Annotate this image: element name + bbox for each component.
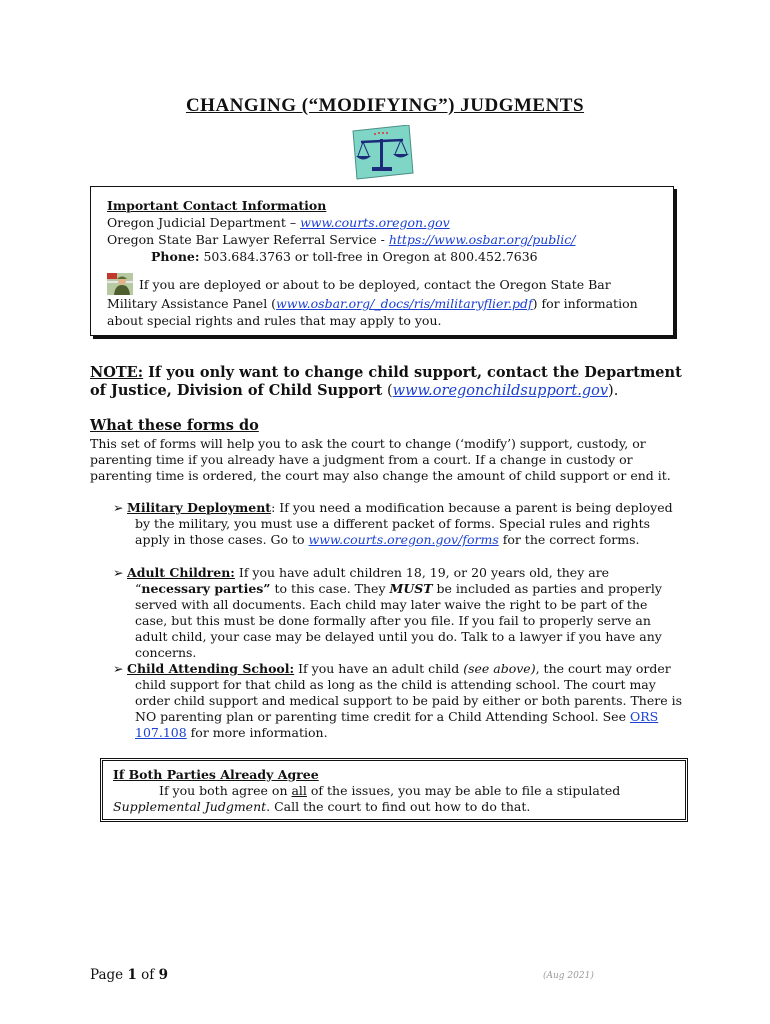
school-text-pre: If you have an adult child <box>294 661 464 676</box>
military-link[interactable]: www.osbar.org/_docs/ris/militaryflier.pdf <box>276 296 533 311</box>
section-heading: What these forms do <box>90 417 259 434</box>
adult-bold: necessary parties” <box>141 581 271 596</box>
adult-text-post: be included as parties and properly served with all documents. Each child may later waive the right to be part of the case, but this must be done formally after you file. If you fail to properly serve an adult child, your case may be delayed until you do. Talk to a lawyer if you have any concerns. <box>135 581 662 660</box>
ojd-line <box>107 214 657 231</box>
agree-box <box>100 758 688 822</box>
ojd-link[interactable]: www.courts.oregon.gov <box>300 215 450 230</box>
bullet-military <box>113 500 683 548</box>
phone-text: 503.684.3763 or toll-free in Oregon at 800.452.7636 <box>199 249 538 264</box>
phone-label: Phone: <box>151 249 200 264</box>
military-panel-text <box>107 273 657 329</box>
bullet-child-school <box>113 661 683 741</box>
school-text-post: for more information. <box>186 725 328 740</box>
osb-link[interactable]: https://www.osbar.org/public/ <box>388 232 576 247</box>
revision-date: (Aug 2021) <box>543 971 594 981</box>
adult-must: MUST <box>389 581 433 596</box>
adult-text-mid: to this case. They <box>270 581 390 596</box>
forms-link[interactable]: www.courts.oregon.gov/forms <box>308 532 499 547</box>
military-pre: If you are deployed or about to be deployed, contact the Oregon State Bar Military Assistance Panel ( <box>107 277 611 311</box>
agree-line-2 <box>113 799 675 815</box>
scales-of-justice-icon <box>347 125 417 180</box>
school-italic: (see above) <box>463 661 536 676</box>
bullet-adult-children <box>113 565 683 661</box>
adult-text-pre: If you have adult children 18, 19, or 20 years old, they are “ <box>135 565 610 596</box>
page-label: Page <box>90 967 128 983</box>
phone-line <box>107 248 657 265</box>
intro-paragraph: This set of forms will help you to ask the court to change (‘modify’) support, custody, or parenting time if you already have a judgment from a court. If a change in custody or parenting time is ordered, the court may also change the amount of child support or end it. <box>90 436 671 483</box>
page-current: 1 <box>127 967 137 983</box>
school-term: Child Attending School: <box>127 661 295 676</box>
military-text-pre: : If you need a modification because a parent is being deployed by the military, you must use a different packet of forms. Special rules and rights apply in those cases. Go to <box>135 500 673 547</box>
page-title: CHANGING (“MODIFYING”) JUDGMENTS <box>185 95 585 116</box>
note-text: If you only want to change child support, contact the Department of Justice, Division of Child Support <box>90 364 682 399</box>
agree-line-1 <box>113 783 675 799</box>
agree-pre: If you both agree on <box>159 783 292 798</box>
note-close: ). <box>608 383 619 399</box>
soldier-icon <box>107 273 133 295</box>
agree-post: of the issues, you may be able to file a stipulated <box>306 783 621 798</box>
arrow-bullet-icon: ➢ <box>113 500 124 515</box>
note-label: NOTE: <box>90 364 144 381</box>
page-number <box>90 967 168 983</box>
arrow-bullet-icon: ➢ <box>113 565 124 580</box>
ojd-label: Oregon Judicial Department – <box>107 215 301 230</box>
note-paragraph <box>90 364 685 400</box>
page-total: 9 <box>158 967 168 983</box>
page-of: of <box>136 967 159 983</box>
military-term: Military Deployment <box>127 500 272 515</box>
military-post: ) for information about special rights and rules that may apply to you. <box>107 296 638 328</box>
contact-heading: Important Contact Information <box>107 198 327 213</box>
osb-line <box>107 231 657 248</box>
school-text-mid: , the court may order child support for that child as long as the child is attending school. The court may order child support and medical support to be paid by either or both parents. There is NO parenting plan or parenting time credit for a Child Attending School. See <box>135 661 682 724</box>
agree-underline: all <box>291 783 307 798</box>
agree-italic: Supplemental Judgment <box>113 799 267 814</box>
agree-end: . Call the court to find out how to do that. <box>266 799 531 814</box>
adult-term: Adult Children: <box>127 565 235 580</box>
osb-label: Oregon State Bar Lawyer Referral Service - <box>107 232 389 247</box>
arrow-bullet-icon: ➢ <box>113 661 124 676</box>
agree-heading: If Both Parties Already Agree <box>113 767 319 782</box>
military-text-post: for the correct forms. <box>498 532 640 547</box>
contact-info-box <box>90 186 674 336</box>
child-support-link[interactable]: www.oregonchildsupport.gov <box>392 383 609 399</box>
ors-link[interactable]: ORS 107.108 <box>135 709 659 740</box>
note-open: ( <box>382 383 393 399</box>
